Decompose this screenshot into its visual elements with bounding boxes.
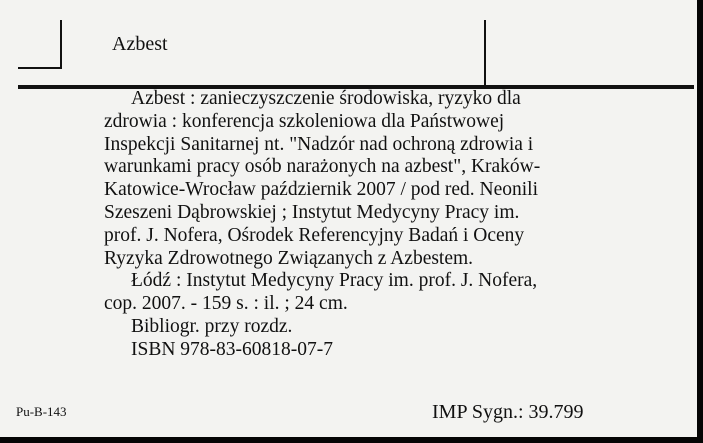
description-line: Ryzyka Zdrowotnego Związanych z Azbestem.	[104, 247, 474, 269]
description-line: Katowice-Wrocław październik 2007 / pod red. Neonili	[104, 179, 539, 201]
corner-mark-vertical	[60, 20, 62, 69]
description-line: Inspekcji Sanitarnej nt. "Nadzór nad ochroną zdrowia i	[104, 133, 534, 155]
bibliographic-description	[104, 88, 604, 362]
corner-mark-horizontal	[18, 67, 62, 69]
bibliography-note: Bibliogr. przy rozdz.	[131, 315, 293, 337]
imprint-line: Łódź : Instytut Medycyny Pracy im. prof. J. Nofera,	[131, 270, 538, 292]
heading-divider	[484, 20, 486, 88]
imprint-line: cop. 2007. - 159 s. : il. ; 24 cm.	[104, 293, 348, 315]
description-line: prof. J. Nofera, Ośrodek Referencyjny Badań i Oceny	[104, 224, 525, 246]
description-line: zdrowia : konferencja szkoleniowa dla Państwowej	[104, 110, 505, 132]
subject-heading: Azbest	[112, 33, 168, 55]
description-line: warunkami pracy osób narażonych na azbest", Kraków-	[104, 156, 541, 178]
description-line: Azbest : zanieczyszczenie środowiska, ryzyko dla	[131, 88, 521, 109]
call-number: IMP Sygn.: 39.799	[432, 401, 584, 423]
isbn: ISBN 978-83-60818-07-7	[131, 338, 334, 360]
shelfmark: Pu-B-143	[16, 404, 67, 419]
description-line: Szeszeni Dąbrowskiej ; Instytut Medycyny Pracy im.	[104, 201, 520, 223]
